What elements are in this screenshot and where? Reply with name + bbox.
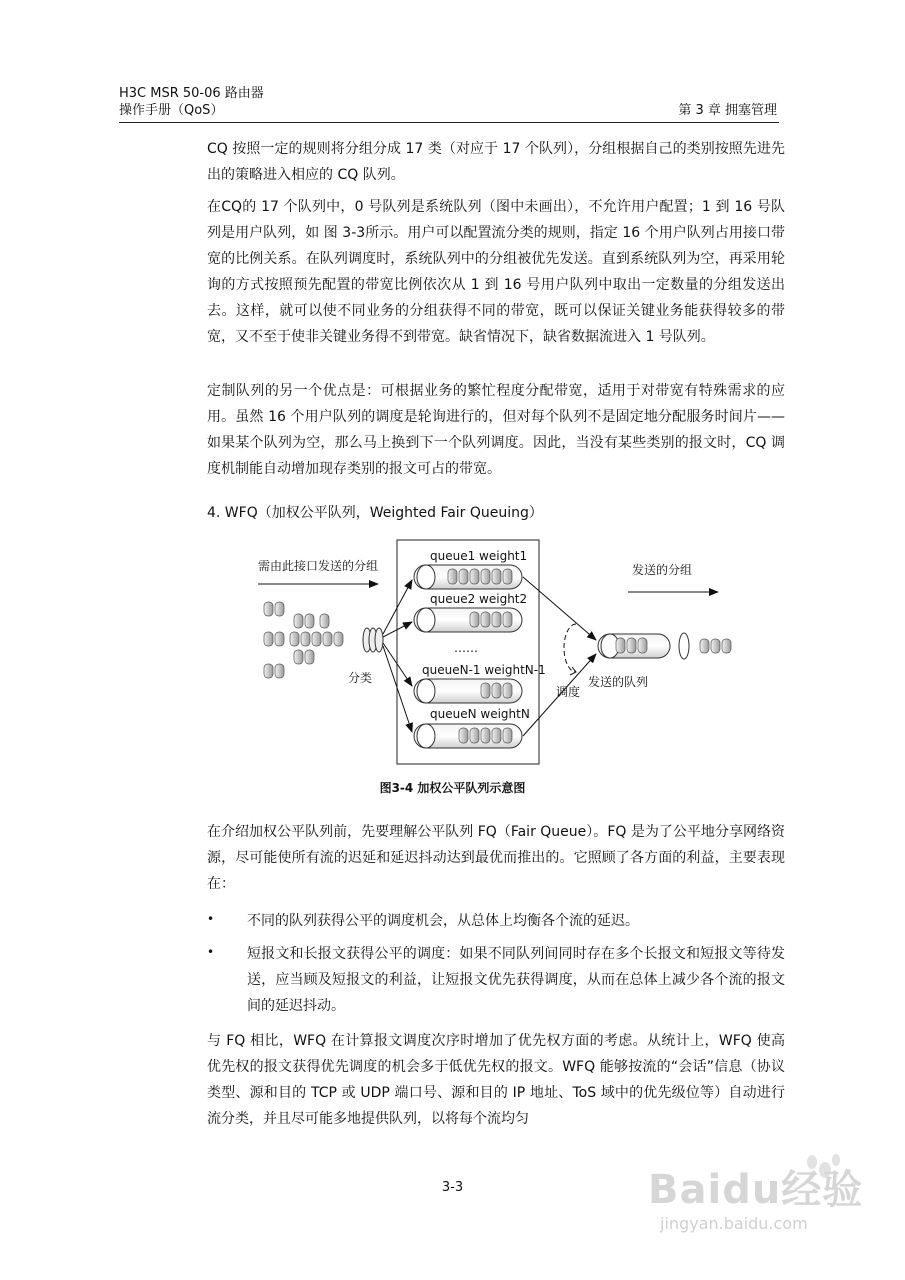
output-interface (679, 633, 689, 659)
scheduler-ring (564, 624, 576, 675)
bullet-marker: • (207, 912, 215, 926)
figure-caption: 图3-4 加权公平队列示意图 (379, 781, 526, 795)
queue1-label: queue1 weight1 (430, 549, 528, 563)
header-chapter: 第 3 章 拥塞管理 (678, 103, 777, 118)
page-number: 3-3 (441, 1180, 464, 1195)
queueN-1-label: queueN-1 weightN-1 (422, 663, 546, 677)
bullet-short-long-packets: 短报文和长报文获得公平的调度：如果不同队列间同时存在多个长报文和短报文等待发送，应当顾及短报文的利益，让短报文优先获得调度，从而在总体上减少各个流的报文间的延迟抖动。 (247, 946, 785, 1014)
label-classify: 分类 (348, 671, 373, 685)
bullet-fair-scheduling: 不同的队列获得公平的调度机会，从总体上均衡各个流的延迟。 (247, 913, 639, 929)
watermark-url: jingyan.baidu.com (660, 1214, 808, 1233)
queue-ellipsis: …… (454, 641, 478, 655)
header-divider (119, 122, 779, 123)
label-schedule: 调度 (556, 685, 581, 699)
schedule-arrows (523, 577, 596, 736)
paragraph-cq-advantage: 定制队列的另一个优点是：可根据业务的繁忙程度分配带宽，适用于对带宽有特殊需求的应用。虽然 16 个用户队列的调度是轮询进行的，但对每个队列不是固定地分配服务时间片——如果某个队列为空，那么马上换到下一个队列调度。因此，当没有某些类别的报文时，CQ 调度机制能自动增加现存类别的报文可占的带宽。 (207, 383, 785, 477)
paragraph-cq-queues: 在CQ的 17 个队列中，0 号队列是系统队列（图中未画出），不允许用户配置；1 到 16 号队列是用户队列，如 图 3-3所示。用户可以配置流分类的规则，指定 16 个用户队列占用接口带宽的比例关系。在队列调度时，系统队列中的分组被优先发送。直到系统队列为空，再采用轮询的方式按照预先配置的带宽比例依次从 1 到 16 号用户队列中取出一定数量的分组发送出去。这样，就可以使不同业务的分组获得不同的带宽，既可以保证关键业务能获得较多的带宽，又不至于使非关键业务得不到带宽。缺省情况下，缺省数据流进入 1 号队列。 (207, 199, 785, 345)
header-product: H3C MSR 50-06 路由器 (119, 86, 264, 101)
label-incoming-packets: 需由此接口发送的分组 (258, 559, 379, 573)
classifier (363, 628, 383, 652)
queue2-label: queue2 weight2 (430, 592, 528, 606)
label-sent-packets: 发送的分组 (632, 563, 693, 577)
header-manual-title: 操作手册（QoS） (119, 103, 224, 118)
paragraph-cq-classes: CQ 按照一定的规则将分组分成 17 类（对应于 17 个队列），分组根据自己的类别按照先进先出的策略进入相应的 CQ 队列。 (207, 141, 785, 183)
queueN-label: queueN weightN (430, 707, 530, 721)
label-send-queue: 发送的队列 (588, 675, 649, 689)
wfq-diagram (250, 536, 740, 772)
section-title-wfq: 4. WFQ（加权公平队列，Weighted Fair Queuing） (207, 505, 543, 521)
incoming-packets (264, 602, 343, 678)
watermark-brand: Baidu经验 (648, 1167, 864, 1213)
send-queue-packets (616, 638, 647, 653)
paragraph-wfq-vs-fq: 与 FQ 相比，WFQ 在计算报文调度次序时增加了优先权方面的考虑。从统计上，WFQ 使高优先权的报文获得优先调度的机会多于低优先权的报文。WFQ 能够按流的“会话”信息（协议类型、源和目的 TCP 或 UDP 端口号、源和目的 IP 地址、ToS 域中的优先级位等）自动进行流分类，并且尽可能多地提供队列，以将每个流均匀 (207, 1033, 785, 1127)
bullet-marker: • (207, 945, 215, 959)
paragraph-fq-intro: 在介绍加权公平队列前，先要理解公平队列 FQ（Fair Queue）。FQ 是为了公平地分享网络资源，尽可能使所有流的迟延和延迟抖动达到最优而推出的。它照顾了各方面的利益，主要表现在： (207, 824, 785, 892)
departing-packets (700, 639, 731, 653)
